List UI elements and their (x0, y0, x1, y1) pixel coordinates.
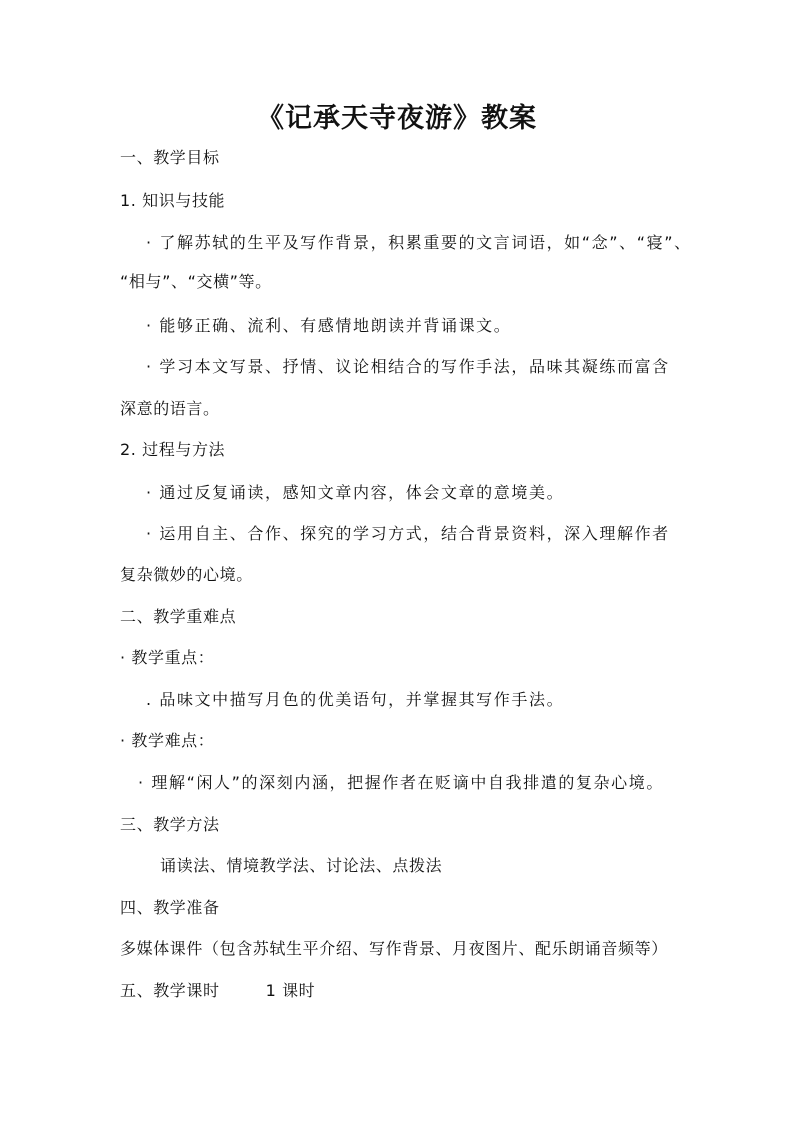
methods-list: 诵读法、情境教学法、讨论法、点拨法 (160, 856, 443, 875)
section-heading-class-hours (120, 981, 315, 1001)
section-heading-key-points: 二、教学重难点 (120, 607, 237, 626)
document-title: 《记承天寺夜游》教案 (257, 103, 537, 134)
preparation-text: 多媒体课件（包含苏轼生平介绍、写作背景、月夜图片、配乐朗诵音频等） (120, 939, 668, 958)
difficulty-item: · 理解“闲人”的深刻内涵，把握作者在贬谪中自我排遣的复杂心境。 (138, 773, 664, 792)
objective-item-writing: · 学习本文写景、抒情、议论相结合的写作手法，品味其凝练而富含 (146, 357, 670, 376)
process-item-inquiry: · 运用自主、合作、探究的学习方式，结合背景资料，深入理解作者 (146, 524, 670, 543)
section-heading-methods: 三、教学方法 (120, 815, 220, 834)
process-item-inquiry-continuation: 复杂微妙的心境。 (120, 565, 253, 584)
difficulty-label: · 教学难点： (120, 731, 215, 750)
objective-item-background: · 了解苏轼的生平及写作背景，积累重要的文言词语，如“念”、“寝”、 (146, 233, 692, 252)
subheading-process-methods: 2. 过程与方法 (120, 440, 226, 459)
objective-item-writing-continuation: 深意的语言。 (120, 399, 220, 418)
key-point-item: . 品味文中描写月色的优美语句，并掌握其写作手法。 (146, 690, 565, 709)
process-item-recitation: · 通过反复诵读，感知文章内容，体会文章的意境美。 (146, 483, 565, 502)
section-heading-preparation: 四、教学准备 (120, 898, 220, 917)
objective-item-reading: · 能够正确、流利、有感情地朗读并背诵课文。 (146, 316, 512, 335)
subheading-knowledge-skills: 1. 知识与技能 (120, 191, 226, 210)
key-point-label: · 教学重点： (120, 648, 215, 667)
objective-item-continuation: “相与”、“交横”等。 (120, 272, 272, 291)
class-hours-value: 1 课时 (265, 981, 316, 1000)
class-hours-label: 五、教学课时 (120, 981, 220, 1000)
section-heading-objectives: 一、教学目标 (120, 148, 220, 167)
